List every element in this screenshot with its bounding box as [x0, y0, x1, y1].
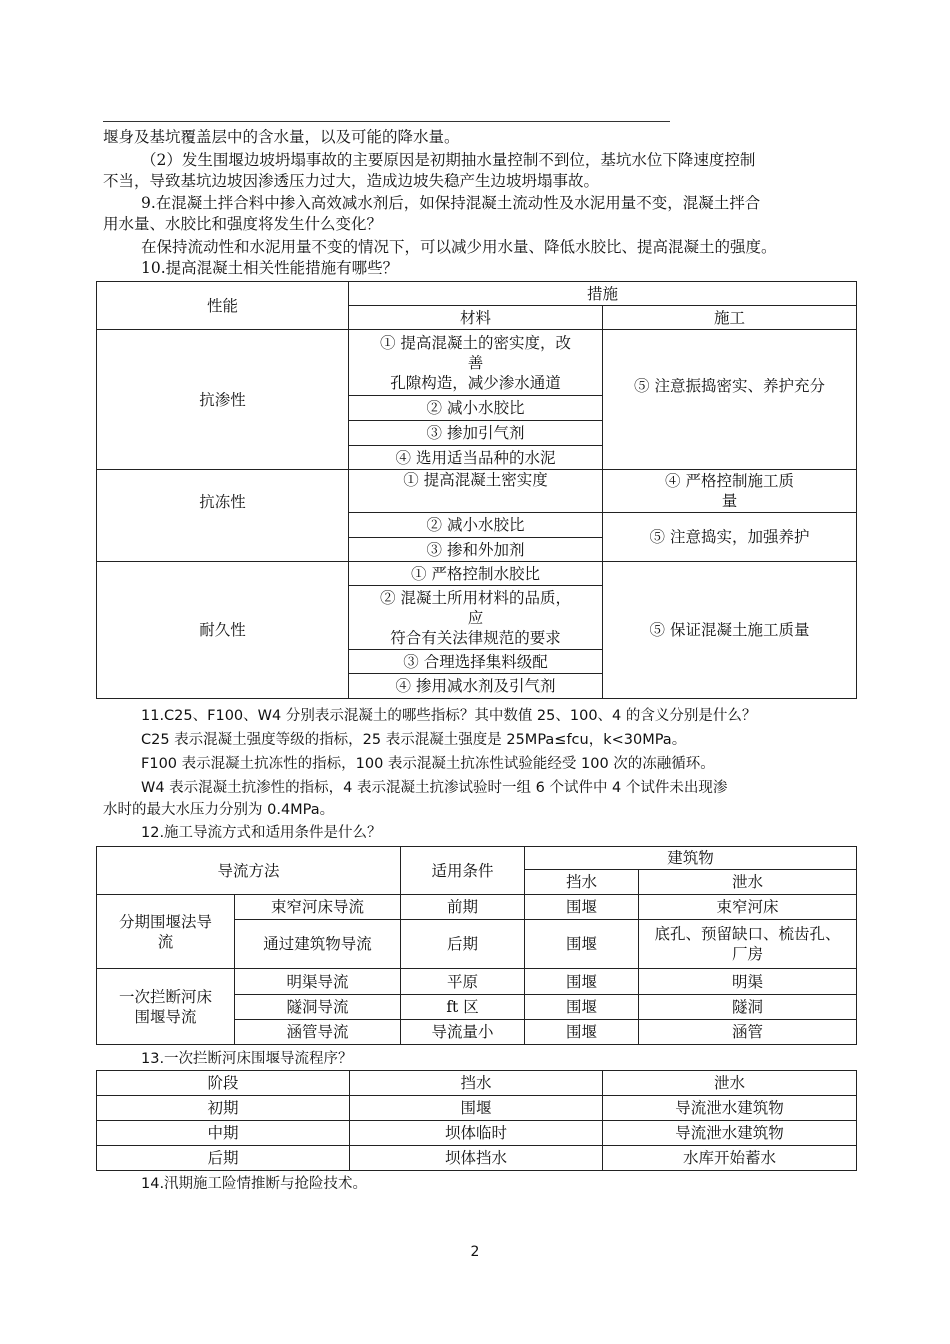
cell-stage: 中期: [97, 1121, 350, 1146]
cell-retain: 围堰: [525, 995, 639, 1020]
cell-drain: 导流泄水建筑物: [603, 1096, 857, 1121]
cell-method: 明渠导流: [235, 969, 401, 995]
answer-11c2: 水时的最大水压力分别为 0.4MPa。: [103, 802, 335, 818]
cell-method: 通过建筑物导流: [235, 920, 401, 969]
question-13: 13.一次拦断河床围堰导流程序？: [141, 1051, 353, 1067]
question-10: 10.提高混凝土相关性能措施有哪些？: [141, 259, 399, 277]
question-9a: 9.在混凝土拌合料中掺入高效减水剂后，如保持混凝土流动性及水泥用量不变，混凝土拌合: [141, 194, 761, 212]
concrete-measures-table: [96, 281, 857, 699]
cell-retain: 围堰: [525, 895, 639, 920]
diversion-methods-table: [96, 846, 857, 1045]
cell-line: 流: [157, 932, 174, 951]
cell-stage: 初期: [97, 1096, 350, 1121]
cell-condition: ft 区: [401, 995, 525, 1020]
cell-line: 厂房: [732, 945, 764, 963]
header-measures: 措施: [349, 282, 857, 306]
group-durability: 耐久性: [97, 562, 349, 699]
cell-line: 应: [467, 608, 484, 627]
header-material: 材料: [349, 306, 603, 330]
paragraph-1: 堰身及基坑覆盖层中的含水量，以及可能的降水量。: [103, 128, 460, 146]
cell-condition: 后期: [401, 920, 525, 969]
answer-11c1: W4 表示混凝土抗渗性的指标，4 表示混凝土抗渗试验时一组 6 个试件中 4 个试件未出现渗: [141, 780, 728, 796]
cell-stage: 后期: [97, 1146, 350, 1171]
cell-drain: 隧洞: [639, 995, 857, 1020]
cell-retain: 围堰: [525, 969, 639, 995]
header-rule: [103, 121, 670, 122]
group-staged-cofferdam: [97, 895, 235, 969]
cell-material: [349, 330, 603, 396]
answer-11b: F100 表示混凝土抗冻性的指标，100 表示混凝土抗冻性试验能经受 100 次的冻融循环。: [141, 756, 715, 772]
cell-construction: ⑤ 注意捣实，加强养护: [603, 513, 857, 562]
header-drain: 泄水: [603, 1071, 857, 1096]
cell-material: ④ 选用适当品种的水泥: [349, 446, 603, 470]
cell-line: 一次拦断河床: [118, 987, 212, 1006]
cell-retain: 坝体临时: [350, 1121, 603, 1146]
cell-retain: 围堰: [525, 920, 639, 969]
cell-condition: 导流量小: [401, 1020, 525, 1045]
cell-material: ③ 合理选择集料级配: [349, 650, 603, 674]
cell-drain: 涵管: [639, 1020, 857, 1045]
cell-method: 涵管导流: [235, 1020, 401, 1045]
cell-retain: 坝体挡水: [350, 1146, 603, 1171]
question-11: 11.C25、F100、W4 分别表示混凝土的哪些指标？其中数值 25、100、4 的含义分别是什么？: [141, 708, 757, 724]
answer-9: 在保持流动性和水泥用量不变的情况下，可以减少用水量、降低水胶比、提高混凝土的强度。: [141, 238, 777, 256]
group-impermeability: 抗渗性: [97, 330, 349, 470]
header-method: 导流方法: [97, 847, 401, 895]
cell-material: ① 严格控制水胶比: [349, 562, 603, 586]
cell-line: 符合有关法律规范的要求: [390, 628, 561, 647]
cell-material: ③ 掺和外加剂: [349, 538, 603, 562]
cell-line: 量: [721, 492, 738, 510]
cell-drain: [639, 920, 857, 969]
cell-material: ④ 掺用减水剂及引气剂: [349, 674, 603, 699]
cell-line: 底孔、预留缺口、梳齿孔、: [654, 925, 841, 943]
cell-condition: 前期: [401, 895, 525, 920]
cell-retain: 围堰: [350, 1096, 603, 1121]
cell-material: [349, 586, 603, 650]
answer-11a: C25 表示混凝土强度等级的指标，25 表示混凝土强度是 25MPa≤fcu，k<30MPa。: [141, 732, 687, 748]
question-14: 14.汛期施工险情推断与抢险技术。: [141, 1176, 368, 1192]
group-frost-resistance: 抗冻性: [97, 470, 349, 562]
paragraph-2a: （2）发生围堰边坡坍塌事故的主要原因是初期抽水量控制不到位，基坑水位下降速度控制: [141, 151, 756, 169]
cell-line: 围堰导流: [134, 1007, 197, 1026]
cell-condition: 平原: [401, 969, 525, 995]
cell-line: ① 提高混凝土的密实度，改: [380, 333, 571, 352]
cell-method: 隧洞导流: [235, 995, 401, 1020]
header-stage: 阶段: [97, 1071, 350, 1096]
cell-drain: 明渠: [639, 969, 857, 995]
page-number: 2: [470, 1244, 480, 1260]
cell-material: ② 减小水胶比: [349, 396, 603, 421]
header-buildings: 建筑物: [525, 847, 857, 870]
cell-construction: ⑤ 注意振捣密实、养护充分: [603, 330, 857, 470]
cell-line: 分期围堰法导: [118, 912, 212, 931]
paragraph-2b: 不当，导致基坑边坡因渗透压力过大，造成边坡失稳产生边坡坍塌事故。: [103, 172, 600, 190]
header-condition: 适用条件: [401, 847, 525, 895]
cell-drain: 导流泄水建筑物: [603, 1121, 857, 1146]
cell-construction: ⑤ 保证混凝土施工质量: [603, 562, 857, 699]
group-single-closure: [97, 969, 235, 1045]
cell-retain: 围堰: [525, 1020, 639, 1045]
cell-line: ② 混凝土所用材料的品质，: [380, 588, 571, 607]
cell-line: 善: [467, 353, 484, 372]
cell-construction: [603, 470, 857, 513]
cell-line: 孔隙构造，减少渗水通道: [390, 373, 561, 392]
header-drain: 泄水: [639, 870, 857, 895]
cell-method: 束窄河床导流: [235, 895, 401, 920]
cell-drain: 水库开始蓄水: [603, 1146, 857, 1171]
header-retain: 挡水: [350, 1071, 603, 1096]
cell-material: ① 提高混凝土密实度: [349, 470, 603, 513]
header-retain: 挡水: [525, 870, 639, 895]
cell-material: ② 减小水胶比: [349, 513, 603, 538]
question-9b: 用水量、水胶比和强度将发生什么变化？: [103, 215, 383, 233]
cell-material: ③ 掺加引气剂: [349, 421, 603, 446]
question-12: 12.施工导流方式和适用条件是什么？: [141, 825, 382, 841]
closure-procedure-table: [96, 1070, 857, 1171]
header-performance: 性能: [97, 282, 349, 330]
header-construction: 施工: [603, 306, 857, 330]
cell-drain: 束窄河床: [639, 895, 857, 920]
cell-line: ④ 严格控制施工质: [665, 472, 794, 490]
